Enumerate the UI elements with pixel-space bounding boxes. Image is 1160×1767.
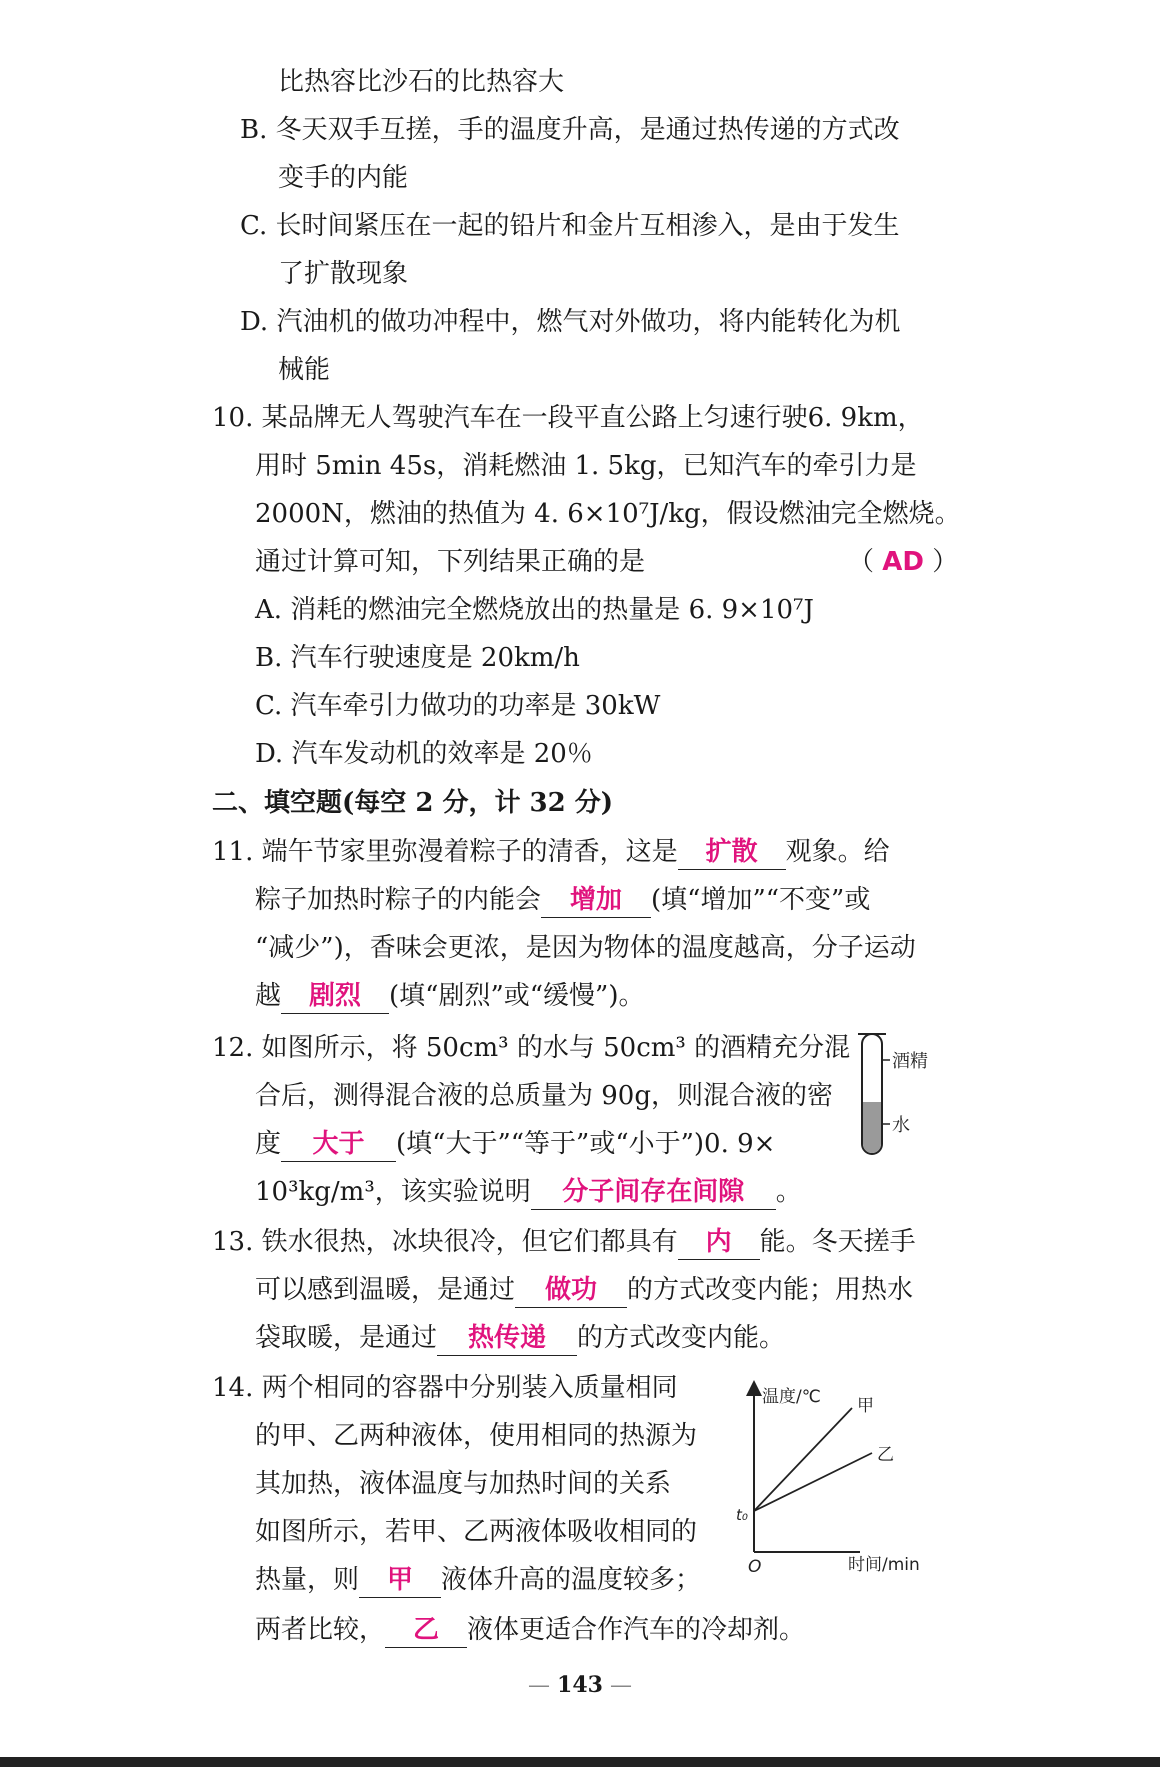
t0-label: t₀ (736, 1506, 748, 1524)
q13-line2 (255, 1270, 913, 1310)
q10-answer: AD (882, 547, 924, 577)
q14-line2: 的甲、乙两种液体，使用相同的热源为 (255, 1421, 698, 1451)
q12-answer-blank-1: 大于 (281, 1127, 396, 1162)
q13-text: 袋取暖，是通过 (255, 1323, 438, 1353)
q11-text: 11. 端午节家里弥漫着粽子的清香，这是 (212, 837, 678, 867)
q12-text: (填“大于”“等于”或“小于”)0. 9× (396, 1129, 776, 1159)
q14-text: 热量，则 (255, 1565, 360, 1595)
q12-line2: 合后，测得混合液的总质量为 90g，则混合液的密 (255, 1081, 833, 1111)
water-layer (863, 1102, 881, 1153)
q10-stem-line4: 通过计算可知，下列结果正确的是 (255, 547, 646, 577)
q13-text: 13. 铁水很热，冰块很冷，但它们都具有 (212, 1227, 678, 1257)
q11-text: (填“剧烈”或“缓慢”)。 (389, 981, 645, 1011)
q13-text: 能。冬天搓手 (759, 1227, 916, 1257)
x-axis-label: 时间/min (848, 1555, 920, 1575)
q14-answer-blank-2: 乙 (385, 1613, 467, 1648)
q14-line5 (255, 1560, 701, 1600)
q10-option-d: D. 汽车发动机的效率是 20％ (255, 739, 593, 769)
q11-line1 (212, 832, 890, 872)
series-jia-line (754, 1408, 852, 1511)
q12-line4 (255, 1172, 802, 1212)
y-axis-label: 温度/℃ (762, 1387, 821, 1407)
q10-stem-line2: 用时 5min 45s，消耗燃油 1. 5kg，已知汽车的牵引力是 (255, 451, 917, 481)
series-yi-label: 乙 (877, 1445, 894, 1465)
q11-text: 观象。给 (785, 837, 890, 867)
q9-option-c-continued: 了扩散现象 (278, 259, 409, 289)
q12-answer-blank-2: 分子间存在间隙 (531, 1175, 776, 1210)
page-number-footer: — 143 — (528, 1672, 632, 1698)
q13-text: 的方式改变内能。 (577, 1323, 786, 1353)
q12-line1: 12. 如图所示，将 50cm³ 的水与 50cm³ 的酒精充分混 (212, 1033, 851, 1063)
q10-option-b: B. 汽车行驶速度是 20km/h (255, 643, 580, 673)
temperature-time-graph (730, 1378, 945, 1578)
q9-option-d-continued: 械能 (278, 355, 331, 385)
q11-line2 (255, 880, 870, 920)
q9-option-c: C. 长时间紧压在一起的铅片和金片互相渗入，是由于发生 (240, 211, 900, 241)
q13-answer-blank-2: 做功 (515, 1273, 627, 1308)
bottom-border (0, 1757, 1160, 1767)
q14-text: 两者比较， (255, 1615, 386, 1645)
q13-line3 (255, 1318, 785, 1358)
q11-answer-blank-2: 增加 (541, 883, 651, 918)
q11-text: 粽子加热时粽子的内能会 (255, 885, 542, 915)
q13-answer-blank-1: 内 (678, 1225, 760, 1260)
q14-answer-blank-1: 甲 (359, 1563, 441, 1598)
q14-line4: 如图所示，若甲、乙两液体吸收相同的 (255, 1517, 698, 1547)
q12-text: 10³kg/m³，该实验说明 (255, 1177, 531, 1207)
label-alcohol: 酒精 (892, 1051, 928, 1072)
q14-line6 (255, 1610, 805, 1650)
q11-line4 (255, 976, 644, 1016)
q13-answer-blank-3: 热传递 (437, 1321, 577, 1356)
q12-text: 度 (255, 1129, 282, 1159)
q10-option-a: A. 消耗的燃油完全燃烧放出的热量是 6. 9×10⁷J (255, 595, 814, 625)
q14-text: 液体升高的温度较多； (441, 1565, 702, 1595)
q11-answer-blank-3: 剧烈 (281, 979, 389, 1014)
origin-label: O (748, 1557, 762, 1577)
series-yi-line (754, 1453, 872, 1511)
q9-option-b-continued: 变手的内能 (278, 163, 409, 193)
q14-line3: 其加热，液体温度与加热时间的关系 (255, 1469, 672, 1499)
page-number: 143 (557, 1672, 603, 1698)
q11-text: 越 (255, 981, 282, 1011)
q12-line3 (255, 1124, 775, 1164)
q11-text: (填“增加”“不变”或 (651, 885, 871, 915)
q10-answer-bracket: （ AD ） (848, 547, 959, 577)
test-tube-figure (850, 1030, 960, 1170)
label-water: 水 (892, 1115, 910, 1136)
q13-line1 (212, 1222, 916, 1262)
q14-text: 液体更适合作汽车的冷却剂。 (467, 1615, 806, 1645)
q10-option-c: C. 汽车牵引力做功的功率是 30kW (255, 691, 661, 721)
q12-text: 。 (775, 1177, 802, 1207)
section-heading: 二、填空题(每空 2 分，计 32 分) (212, 788, 614, 818)
q9-option-d: D. 汽油机的做功冲程中，燃气对外做功，将内能转化为机 (240, 307, 901, 337)
q14-line1: 14. 两个相同的容器中分别装入质量相同 (212, 1373, 678, 1403)
q9-option-b: B. 冬天双手互搓，手的温度升高，是通过热传递的方式改 (240, 115, 900, 145)
q13-text: 的方式改变内能；用热水 (627, 1275, 914, 1305)
q11-line3: “减少”)，香味会更浓，是因为物体的温度越高，分子运动 (255, 933, 916, 963)
q11-answer-blank-1: 扩散 (678, 835, 786, 870)
q10-stem-line1: 10. 某品牌无人驾驶汽车在一段平直公路上匀速行驶6. 9km， (212, 403, 924, 433)
q9-option-a-continued: 比热容比沙石的比热容大 (278, 67, 565, 97)
q10-stem-line3: 2000N，燃油的热值为 4. 6×10⁷J/kg，假设燃油完全燃烧。 (255, 499, 961, 529)
q13-text: 可以感到温暖，是通过 (255, 1275, 516, 1305)
series-jia-label: 甲 (857, 1396, 874, 1416)
